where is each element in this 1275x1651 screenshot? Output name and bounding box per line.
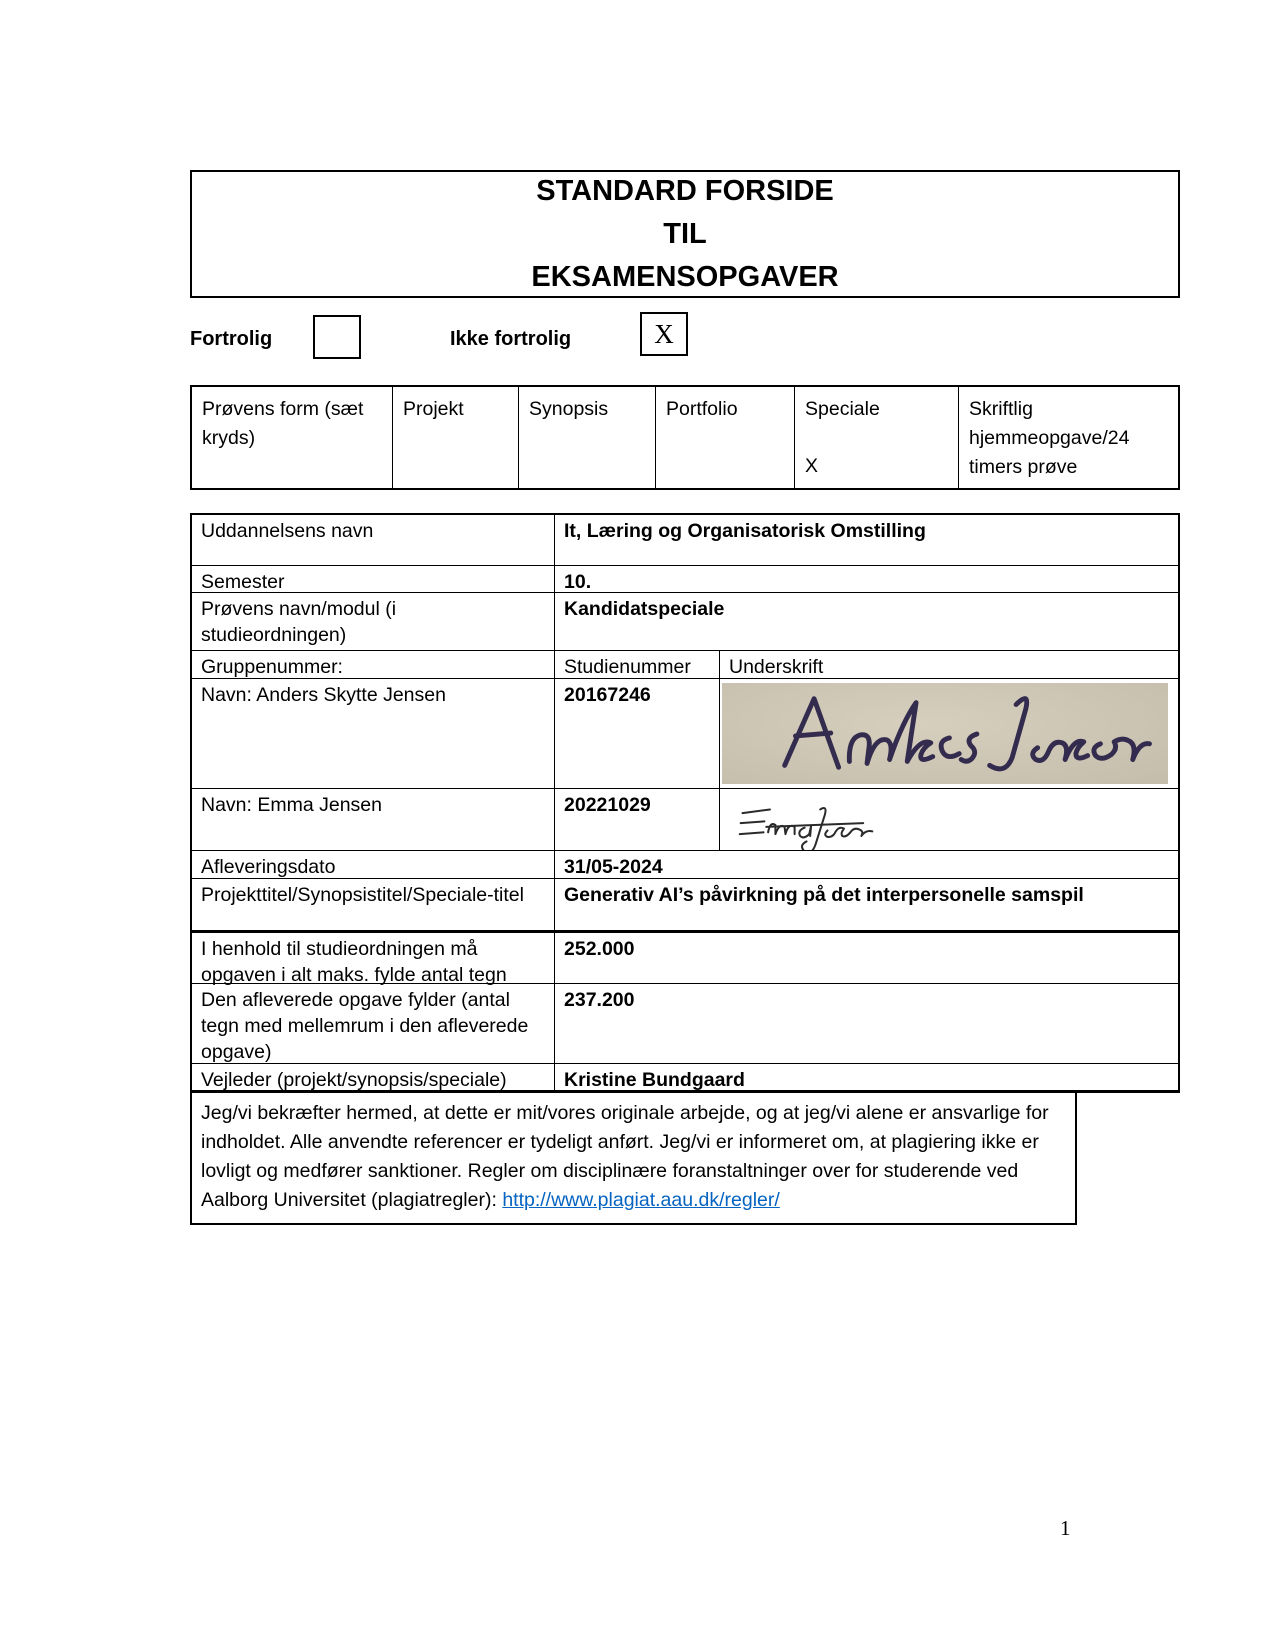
row-value: It, Læring og Organisatorisk Omstilling (564, 520, 926, 542)
plagiat-rules-link[interactable]: http://www.plagiat.aau.dk/regler/ (502, 1189, 780, 1211)
row-value: 237.200 (564, 989, 635, 1011)
table-row-opgave-fylder (192, 983, 1178, 1063)
anders-signature-strokes (722, 683, 1168, 784)
exam-form-option-skriftlig: Skriftlig hjemmeopgave/24 timers prøve (969, 398, 1130, 478)
title-line-1: STANDARD FORSIDE (536, 174, 834, 207)
ikke-fortrolig-checkbox (640, 312, 688, 356)
fortrolig-checkbox (313, 315, 361, 359)
fortrolig-label: Fortrolig (190, 328, 273, 350)
info-table (190, 513, 1180, 1093)
emma-signature-cell (720, 789, 1178, 850)
plagiarism-declaration (190, 1093, 1077, 1225)
table-row-projekttitel (192, 878, 1178, 930)
row-value: 31/05-2024 (564, 856, 663, 878)
row-value: Generativ AI’s påvirkning på det interpersonelle samspil (564, 884, 1084, 906)
table-row-maks-tegn (192, 930, 1178, 986)
row-label: Navn: Anders Skytte Jensen (192, 679, 555, 788)
emma-studienummer: 20221029 (555, 789, 720, 850)
row-label: Den afleverede opgave fylder (antal tegn med mellemrum i den afleverede opgave) (192, 984, 555, 1063)
table-row-gruppenummer (192, 650, 1178, 678)
row-label: Prøvens navn/modul (i studieordningen) (192, 593, 555, 650)
exam-form-header-cell: Prøvens form (sæt kryds) (192, 387, 393, 488)
emma-signature-image (724, 793, 889, 850)
studienummer-header: Studienummer (555, 651, 720, 678)
row-label: Vejleder (projekt/synopsis/speciale) (192, 1064, 555, 1090)
row-value: Kandidatspeciale (564, 598, 725, 620)
underskrift-header: Underskrift (729, 656, 824, 678)
row-label: Semester (192, 566, 555, 592)
table-row-emma (192, 788, 1178, 850)
title-line-2: TIL (663, 217, 707, 250)
table-row-afleveringsdato (192, 850, 1178, 878)
exam-form-option-portfolio: Portfolio (656, 387, 795, 488)
table-row-semester (192, 565, 1178, 592)
speciale-mark: X (805, 455, 819, 477)
row-label: I henhold til studieordningen må opgaven i alt maks. fylde antal tegn (192, 933, 555, 983)
ikke-fortrolig-label: Ikke fortrolig (450, 328, 572, 350)
row-label: Gruppenummer: (192, 651, 555, 678)
row-value: 10. (564, 571, 592, 593)
ikke-fortrolig-checkbox-mark: X (654, 318, 674, 349)
anders-studienummer: 20167246 (555, 679, 720, 788)
table-row-provens-navn (192, 592, 1178, 650)
anders-signature-image (722, 683, 1168, 784)
declaration-text: Jeg/vi bekræfter hermed, at dette er mit/vores originale arbejde, og at jeg/vi alene er ansvarlige for indholdet. Alle anvendte referencer er tydeligt anført. Jeg/vi er informeret om, at plagiering ikke er lovligt og medfører sanktioner. Regler om disciplinære foranstaltninger over for studerende ved Aalborg Universitet (plagiatregler): (201, 1102, 1049, 1211)
row-value: Kristine Bundgaard (564, 1069, 745, 1091)
table-row-uddannelse (192, 515, 1178, 565)
exam-form-option-projekt: Projekt (393, 387, 519, 488)
exam-form-option-synopsis: Synopsis (519, 387, 656, 488)
table-row-anders (192, 678, 1178, 788)
table-row-vejleder (192, 1063, 1178, 1090)
row-label: Uddannelsens navn (192, 515, 555, 565)
row-label: Navn: Emma Jensen (192, 789, 555, 850)
row-label: Afleveringsdato (192, 851, 555, 878)
emma-signature-strokes (724, 793, 889, 850)
title-box (190, 170, 1180, 298)
title-line-3: EKSAMENSOPGAVER (531, 260, 839, 293)
row-value: 252.000 (564, 938, 635, 960)
exam-form-option-speciale: Speciale X (795, 387, 959, 488)
page-number: 1 (1060, 1516, 1071, 1540)
exam-form-table (190, 385, 1180, 490)
row-label: Projekttitel/Synopsistitel/Speciale-titel (192, 879, 555, 930)
anders-signature-cell (720, 679, 1178, 788)
